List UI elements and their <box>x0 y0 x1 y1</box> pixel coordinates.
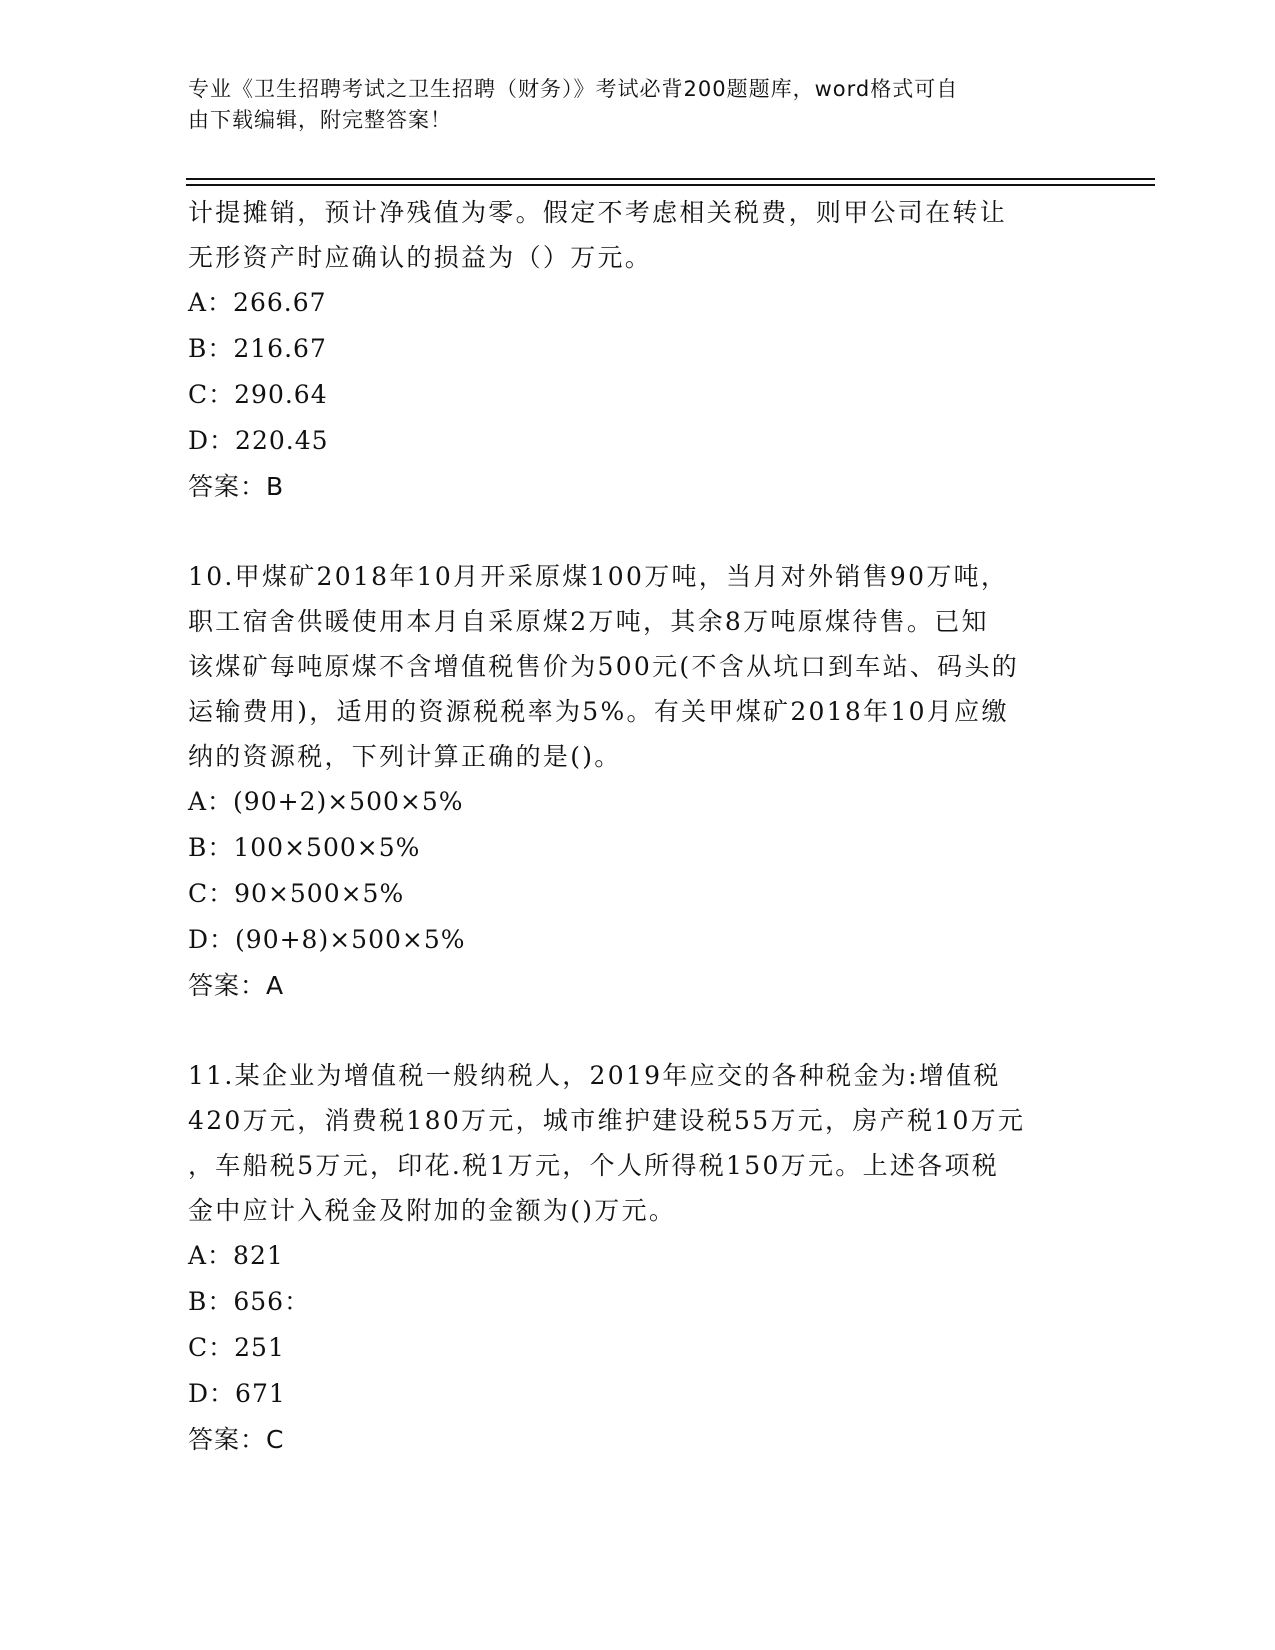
question-9 <box>188 190 1088 509</box>
question-stem-line: ，车船税5万元，印花.税1万元，个人所得税150万元。上述各项税 <box>188 1151 1000 1180</box>
answer-line: 答案：B <box>188 472 285 501</box>
question-stem-line: 10.甲煤矿2018年10月开采原煤100万吨，当月对外销售90万吨， <box>188 562 1009 591</box>
option-b: B：216.67 <box>188 334 327 363</box>
question-stem-line: 无形资产时应确认的损益为（）万元。 <box>188 243 653 272</box>
question-stem-line: 纳的资源税，下列计算正确的是()。 <box>188 742 622 771</box>
question-spacer <box>188 1008 1088 1053</box>
option-d: D：671 <box>188 1379 286 1408</box>
question-stem-line: 420万元，消费税180万元，城市维护建设税55万元，房产税10万元 <box>188 1106 1026 1135</box>
question-stem-line: 该煤矿每吨原煤不含增值税售价为500元(不含从坑口到车站、码头的 <box>188 652 1020 681</box>
option-a: A：(90+2)×500×5% <box>188 787 464 816</box>
option-a: A：821 <box>188 1241 284 1270</box>
option-b: B：656： <box>188 1287 311 1316</box>
question-10 <box>188 554 1088 1008</box>
question-stem-line: 职工宿舍供暖使用本月自采原煤2万吨，其余8万吨原煤待售。已知 <box>188 607 989 636</box>
header-divider-bottom <box>186 184 1155 186</box>
option-c: C：251 <box>188 1333 285 1362</box>
answer-line: 答案：A <box>188 971 285 1000</box>
option-c: C：290.64 <box>188 380 328 409</box>
header-line-1: 专业《卫生招聘考试之卫生招聘（财务）》考试必背200题题库，word格式可自 <box>188 77 959 101</box>
question-11 <box>188 1053 1088 1462</box>
header-divider-top <box>186 178 1155 180</box>
option-a: A：266.67 <box>188 288 327 317</box>
document-header <box>188 74 1088 136</box>
option-c: C：90×500×5% <box>188 879 405 908</box>
option-b: B：100×500×5% <box>188 833 421 862</box>
answer-line: 答案：C <box>188 1425 285 1454</box>
question-stem-line: 金中应计入税金及附加的金额为()万元。 <box>188 1196 677 1225</box>
question-stem-line: 运输费用)，适用的资源税税率为5%。有关甲煤矿2018年10月应缴 <box>188 697 1009 726</box>
option-d: D：220.45 <box>188 426 329 455</box>
header-line-2: 由下载编辑，附完整答案！ <box>188 108 452 132</box>
question-stem-line: 计提摊销，预计净残值为零。假定不考虑相关税费，则甲公司在转让 <box>188 198 1008 227</box>
question-spacer <box>188 509 1088 554</box>
question-list <box>188 190 1088 1462</box>
option-d: D：(90+8)×500×5% <box>188 925 466 954</box>
question-stem-line: 11.某企业为增值税一般纳税人，2019年应交的各种税金为:增值税 <box>188 1061 1001 1090</box>
